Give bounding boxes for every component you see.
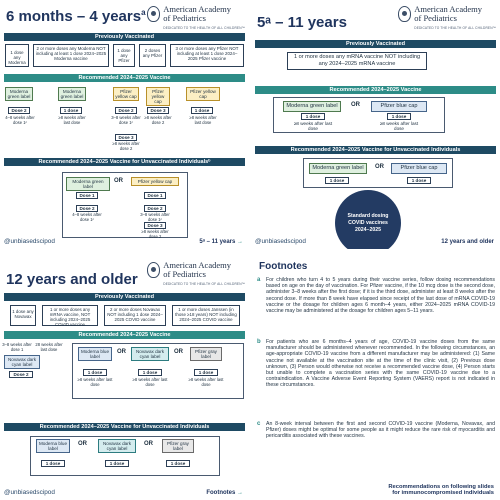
moderna-green-label: Moderna green label [66,177,110,191]
panel-6mo-4yr [0,0,249,249]
org-tagline: DEDICATED TO THE HEALTH OF ALL CHILDREN™ [414,26,496,30]
footnote-a [257,277,495,314]
pfizer-yellow-label: Pfizer yellow cap [113,87,139,101]
interval-note: 4–8 weeks after dose 1ᶜ [5,115,35,125]
prior-box: 2 or more doses Novavax NOT including 1 dose 2024–2025 COVID vaccine [104,305,166,326]
org-name-line1: American Academy [163,4,231,14]
pfizer-yellow-label: Pfizer yellow cap [186,87,220,101]
page-title: 12 years and older [6,271,138,288]
interval-note: 28 weeks after last dose [35,342,63,352]
dose-box: 1 dose [83,369,107,376]
prior-box: 1 dose any Moderna [5,44,29,67]
dose-box: 1 dose [105,460,129,467]
footnote-text: For patients who are 6 months–4 years of age, COVID-19 vaccine doses from the same manufacturer should be administered whenever recommended. In the following circumstances, an age-appropriate COVID-19 vaccine from a different manufacturer may be administered: (1) Same vaccine not available at the vaccination site at the time of the clinic visit, (2) Previous dose unknown, (3) Person would otherwise not receive a recommended vaccine dose, (4) Person starts but unable to complete a vaccination series with the same COVID-19 vaccine due to a contraindication. A Vaccine Adverse Event Reporting System (VAERS) report is not indicated in these circumstances. [266,339,495,389]
pfizer-blue-label: Pfizer blue cap [391,163,447,174]
interval-note: 3–8 weeks after dose 1ᶜ [111,115,141,125]
pfizer-yellow-label: Pfizer yellow cap [146,87,170,106]
org-name-line1: American Academy [414,4,482,14]
interval-note: ≥8 weeks after last dose [77,377,113,387]
social-handle: @unbiasedscipod [4,489,55,496]
next-slide-link[interactable]: 5ᵃ – 11 years → [199,239,243,245]
interval-note: ≥8 weeks after dose 2 [141,229,169,239]
unvaccinated-bar: Recommended 2024–2025 Vaccine for Unvaccinated Individuals [255,146,496,154]
next-slides-note[interactable]: Recommendations on following slides for immunocompromised individuals [388,483,494,497]
social-handle: @unbiasedscipod [255,238,306,245]
interval-note: ≥8 weeks after dose 2 [112,141,140,151]
novavax-cyan-label: Novavax dark cyan label [131,347,169,361]
interval-note: 3–8 weeks after dose 1ᶜ [140,212,170,222]
dose-box: 1 dose [138,369,162,376]
previously-vaccinated-bar: Previously Vaccinated [4,33,245,41]
dose-box: Dose 3 [147,107,169,114]
interval-note: ≥8 weeks after last dose [132,377,168,387]
footnote-letter: a [257,277,261,283]
previously-vaccinated-bar: Previously Vaccinated [4,293,245,301]
dose-box: Dose 3 [115,134,137,141]
interval-note: ≥8 weeks after last dose [58,115,86,125]
dose-box: 1 dose [191,107,213,114]
org-name-line1: American Academy [163,260,231,270]
or-text: OR [114,178,123,184]
org-name-line2: of Pediatrics [414,13,457,23]
or-text: OR [174,349,183,355]
arrow-right-icon: → [237,239,243,245]
dose-box: 1 dose [301,113,325,120]
dose-box: Dose 1 [144,192,166,199]
interval-note: 4–8 weeks after dose 1ᶜ [72,212,102,222]
or-text: OR [117,349,126,355]
footnotes-title: Footnotes [259,261,308,272]
social-handle: @unbiasedscipod [4,238,55,245]
recommended-bar: Recommended 2024–2025 Vaccine [4,331,245,339]
moderna-green-label: Moderna green label [309,163,367,174]
unvaccinated-bar: Recommended 2024–2025 Vaccine for Unvaccinated Individualsᵇ [4,158,245,166]
page-title: 5ᵃ – 11 years [257,14,347,31]
org-name-line2: of Pediatrics [163,13,206,23]
prior-box: 1 or more doses any mRNA vaccine NOT including any 2024–2025 mRNA vaccine [287,52,427,70]
arrow-right-icon: → [237,490,243,496]
interval-note: 3–8 weeks after dose 1 [2,342,32,352]
pfizer-gray-label: Pfizer gray label [162,439,194,453]
aap-logo [398,5,496,33]
page-title: 6 months – 4 years$^a$ [6,8,146,25]
prior-box: 1 dose any Pfizer [113,44,135,67]
aap-logo [147,261,245,289]
dose-box: 1 dose [387,113,411,120]
interval-note: ≥8 weeks after last dose [379,121,419,131]
moderna-green-label: Moderna green label [283,101,341,112]
org-tagline: DEDICATED TO THE HEALTH OF ALL CHILDREN™ [163,26,245,30]
pfizer-gray-label: Pfizer gray label [190,347,222,361]
aap-emblem-icon [147,6,160,22]
dose-box: Dose 2 [76,205,98,212]
moderna-blue-label: Moderna blue label [36,439,70,453]
standard-dosing-badge [335,190,401,249]
previously-vaccinated-bar: Previously Vaccinated [255,40,496,48]
badge-line: COVID vaccines [348,219,388,226]
moderna-green-label: Moderna green label [58,87,86,101]
org-name-line2: of Pediatrics [163,269,206,279]
dose-box: Dose 2 [9,371,33,378]
prior-box: 2 doses any Pfizer [139,44,166,67]
unvaccinated-bar: Recommended 2024–2025 Vaccine for Unvaccinated Individuals [4,423,245,431]
recommended-bar: Recommended 2024–2025 Vaccine [4,74,245,82]
recommended-bar: Recommended 2024–2025 Vaccine [255,86,496,94]
moderna-blue-label: Moderna blue label [78,347,112,361]
panel-footnotes [251,251,500,500]
footnote-text: For children who turn 4 to 5 years during their vaccine series, follow dosing recommendations based on age on the day of vaccination. For Pfizer vaccine, if the 10 mcg dose is the second dose, administer 3–8 weeks after the first dose; if it is the third dose, administer at least 8 weeks after the second dose. If more than 8 week have elapsed since receipt of the last dose of mRNA COVID-19 vaccine or the dosage for children ages 6 month–4 years, either 2024–2025 mRNA COVID-19 vaccine may be administered at the dosage for children ages 5–11 years. [266,277,495,315]
dose-box: 1 dose [41,460,65,467]
org-tagline: DEDICATED TO THE HEALTH OF ALL CHILDREN™ [163,282,245,286]
interval-note: ≥8 weeks after last dose [188,377,224,387]
panel-12yr-older [0,251,249,500]
badge-line: Standard dosing [347,212,389,219]
footnote-b [257,339,495,389]
dose-box: Dose 2 [144,205,166,212]
badge-line: 2024–2025 [355,226,381,233]
aap-emblem-icon [398,6,411,22]
dose-box: Dose 3 [144,222,166,229]
prior-box: 1 dose any Novavax [10,305,36,326]
dose-box: 1 dose [325,177,349,184]
prior-box: 1 or more doses any mRNA vaccine, NOT including 2024–2025 COVID vaccine [42,305,98,326]
next-slide-link[interactable]: 12 years and older [441,239,494,245]
dose-box: 1 dose [166,460,190,467]
footnote-c [257,421,495,440]
prior-box: 2 or more doses any Moderna NOT including at least 1 dose 2024–2025 Moderna vaccine [33,44,109,67]
dose-box: 1 dose [194,369,218,376]
prior-box: 3 or more doses any Pfizer NOT including at least 1 dose 2024–2025 Pfizer vaccine [170,44,244,67]
interval-note: ≥8 weeks after dose 2 [144,115,172,125]
or-text: OR [144,441,153,447]
or-text: OR [375,164,384,170]
dose-box: 1 dose [60,107,82,114]
footnote-letter: b [257,339,261,345]
prior-box: 1 or more doses Janssen (in those ≥18 years) NOT including 2024–2025 COVID vaccine [172,305,240,326]
dose-box: Dose 2 [8,107,30,114]
dose-box: Dose 2 [115,107,137,114]
or-text: OR [78,441,87,447]
aap-emblem-icon [147,262,160,278]
moderna-green-label: Moderna green label [5,87,33,101]
novavax-cyan-label: Novavax dark cyan label [4,355,40,369]
pfizer-blue-label: Pfizer blue cap [371,101,427,112]
novavax-cyan-label: Novavax dark cyan label [98,439,136,453]
dose-box: Dose 1 [76,192,98,199]
interval-note: ≥8 weeks after last dose [293,121,333,131]
footnote-letter: c [257,421,261,427]
aap-logo [147,5,245,33]
or-text: OR [351,102,360,108]
footnote-text: An 8-week interval between the first and second COVID-19 vaccine (Moderna, Novavax, and Pfizer) doses might be optimal for some people as it might reduce the rare risk of myocarditis and pericarditis associated with these vaccines. [266,421,495,440]
dose-box: 1 dose [407,177,431,184]
interval-note: ≥8 weeks after last dose [189,115,217,125]
panel-5-11yr [251,0,500,249]
pfizer-yellow-label: Pfizer yellow cap [131,177,179,186]
next-slide-link[interactable]: Footnotes → [206,490,243,496]
